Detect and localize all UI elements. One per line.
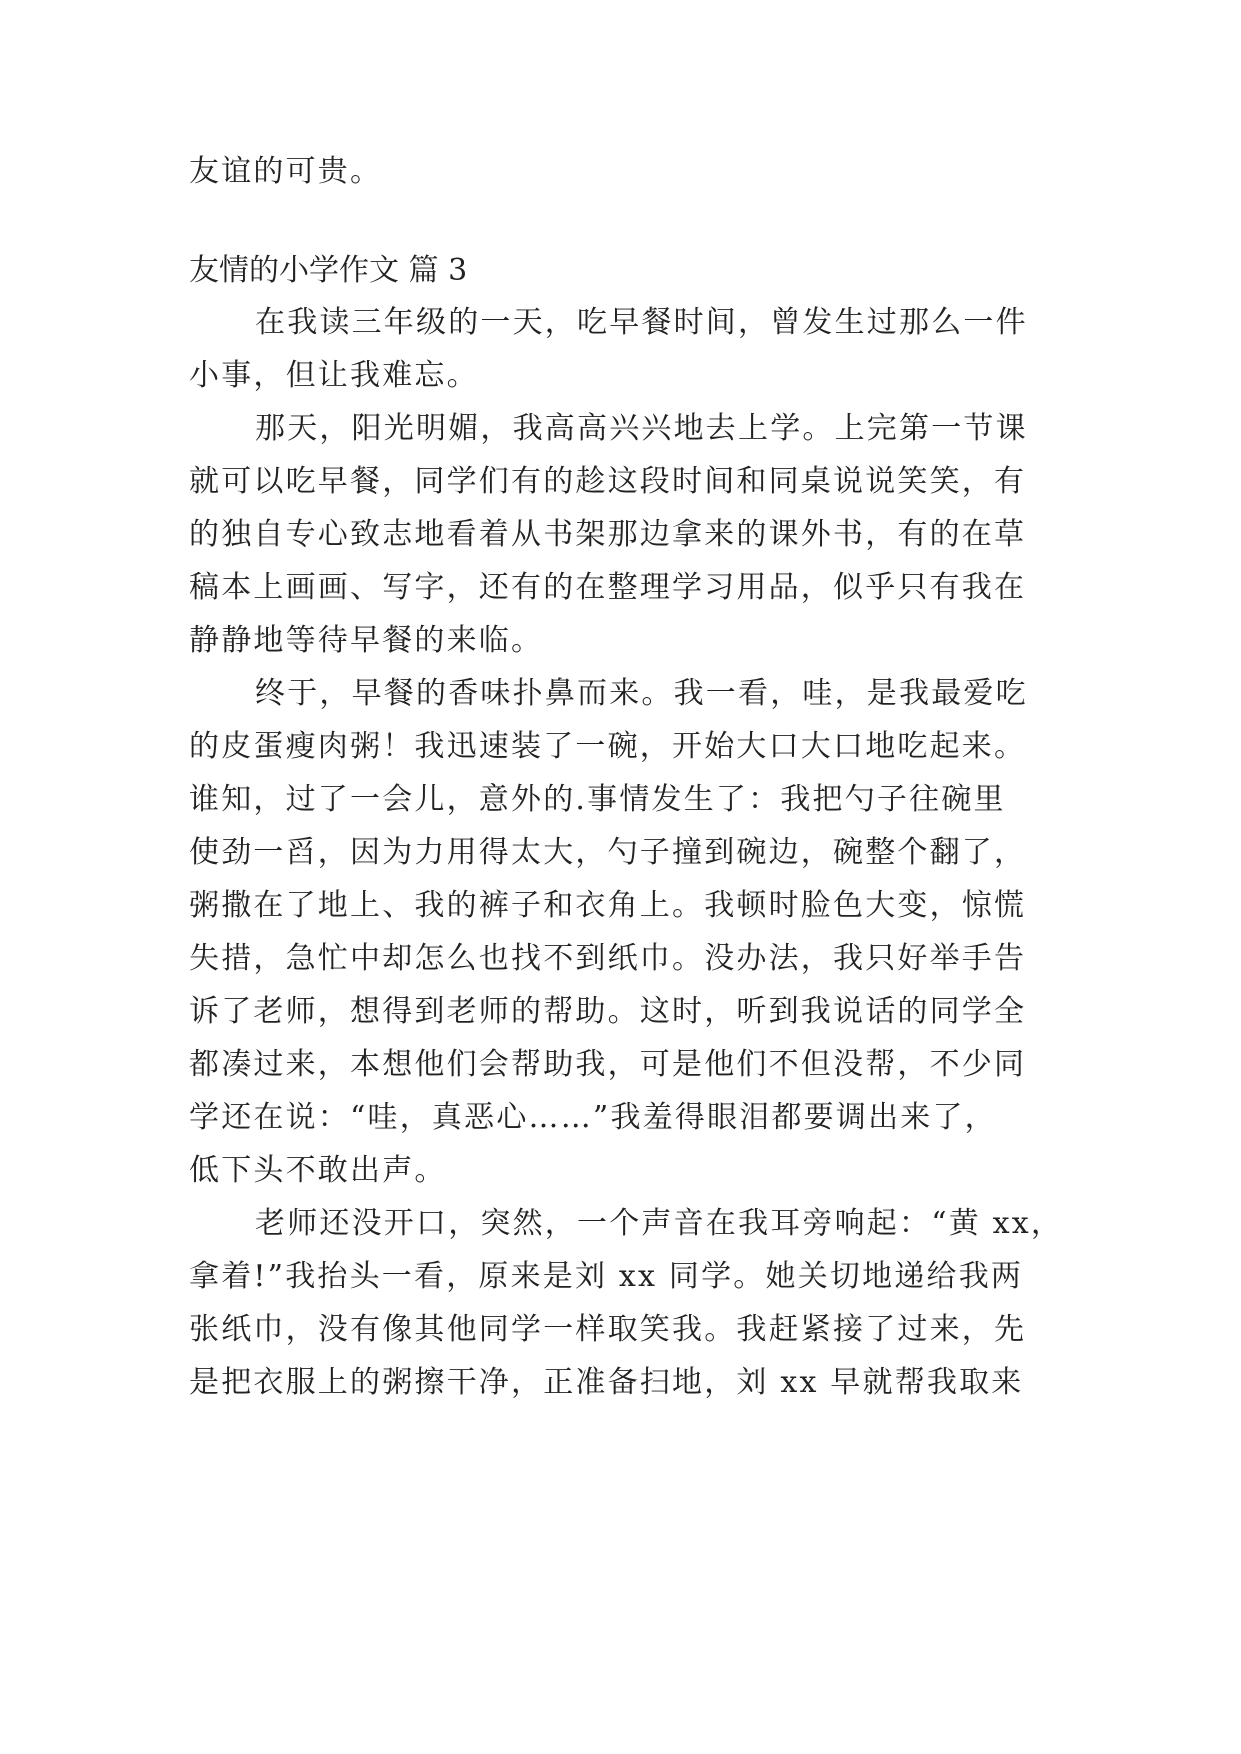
paragraph-line: 是把衣服上的粥擦干净，正准备扫地，刘 xx 早就帮我取来 — [189, 1365, 1024, 1400]
paragraph-line: 学还在说：“哇，真恶心……”我羞得眼泪都要调出来了， — [189, 1100, 997, 1135]
paragraph-line: 使劲一舀，因为力用得太大，勺子撞到碗边，碗整个翻了， — [189, 835, 1027, 870]
paragraph-line: 友谊的可贵。 — [189, 154, 383, 189]
paragraph-line: 老师还没开口，突然，一个声音在我耳旁响起：“黄 xx， — [255, 1206, 1064, 1241]
paragraph-line: 失措，急忙中却怎么也找不到纸巾。没办法，我只好举手告 — [189, 941, 1027, 976]
paragraph-line: 在我读三年级的一天，吃早餐时间，曾发生过那么一件 — [255, 305, 1028, 340]
paragraph-line: 诉了老师，想得到老师的帮助。这时，听到我说话的同学全 — [189, 994, 1027, 1029]
paragraph-line: 粥撒在了地上、我的裤子和衣角上。我顿时脸色大变，惊慌 — [189, 888, 1027, 923]
paragraph-line: 的皮蛋瘦肉粥！我迅速装了一碗，开始大口大口地吃起来。 — [189, 729, 1027, 764]
paragraph-line: 谁知，过了一会儿，意外的.事情发生了：我把勺子往碗里 — [189, 782, 1006, 817]
paragraph-line: 小事，但让我难忘。 — [189, 358, 479, 393]
paragraph-line: 低下头不敢出声。 — [189, 1153, 447, 1188]
paragraph-line: 张纸巾，没有像其他同学一样取笑我。我赶紧接了过来，先 — [189, 1312, 1027, 1347]
paragraph-line: 终于，早餐的香味扑鼻而来。我一看，哇，是我最爱吃 — [255, 676, 1028, 711]
paragraph-line: 那天，阳光明媚，我高高兴兴地去上学。上完第一节课 — [255, 411, 1028, 446]
paragraph-line: 的独自专心致志地看着从书架那边拿来的课外书，有的在草 — [189, 517, 1027, 552]
paragraph-line: 就可以吃早餐，同学们有的趁这段时间和同桌说说笑笑，有 — [189, 464, 1027, 499]
paragraph-line: 拿着!”我抬头一看，原来是刘 xx 同学。她关切地递给我两 — [189, 1259, 1024, 1294]
paragraph-line: 静静地等待早餐的来临。 — [189, 623, 544, 658]
paragraph-line: 稿本上画画、写字，还有的在整理学习用品，似乎只有我在 — [189, 570, 1027, 605]
section-heading: 友情的小学作文 篇 3 — [189, 253, 468, 288]
paragraph-line: 都凑过来，本想他们会帮助我，可是他们不但没帮，不少同 — [189, 1047, 1027, 1082]
